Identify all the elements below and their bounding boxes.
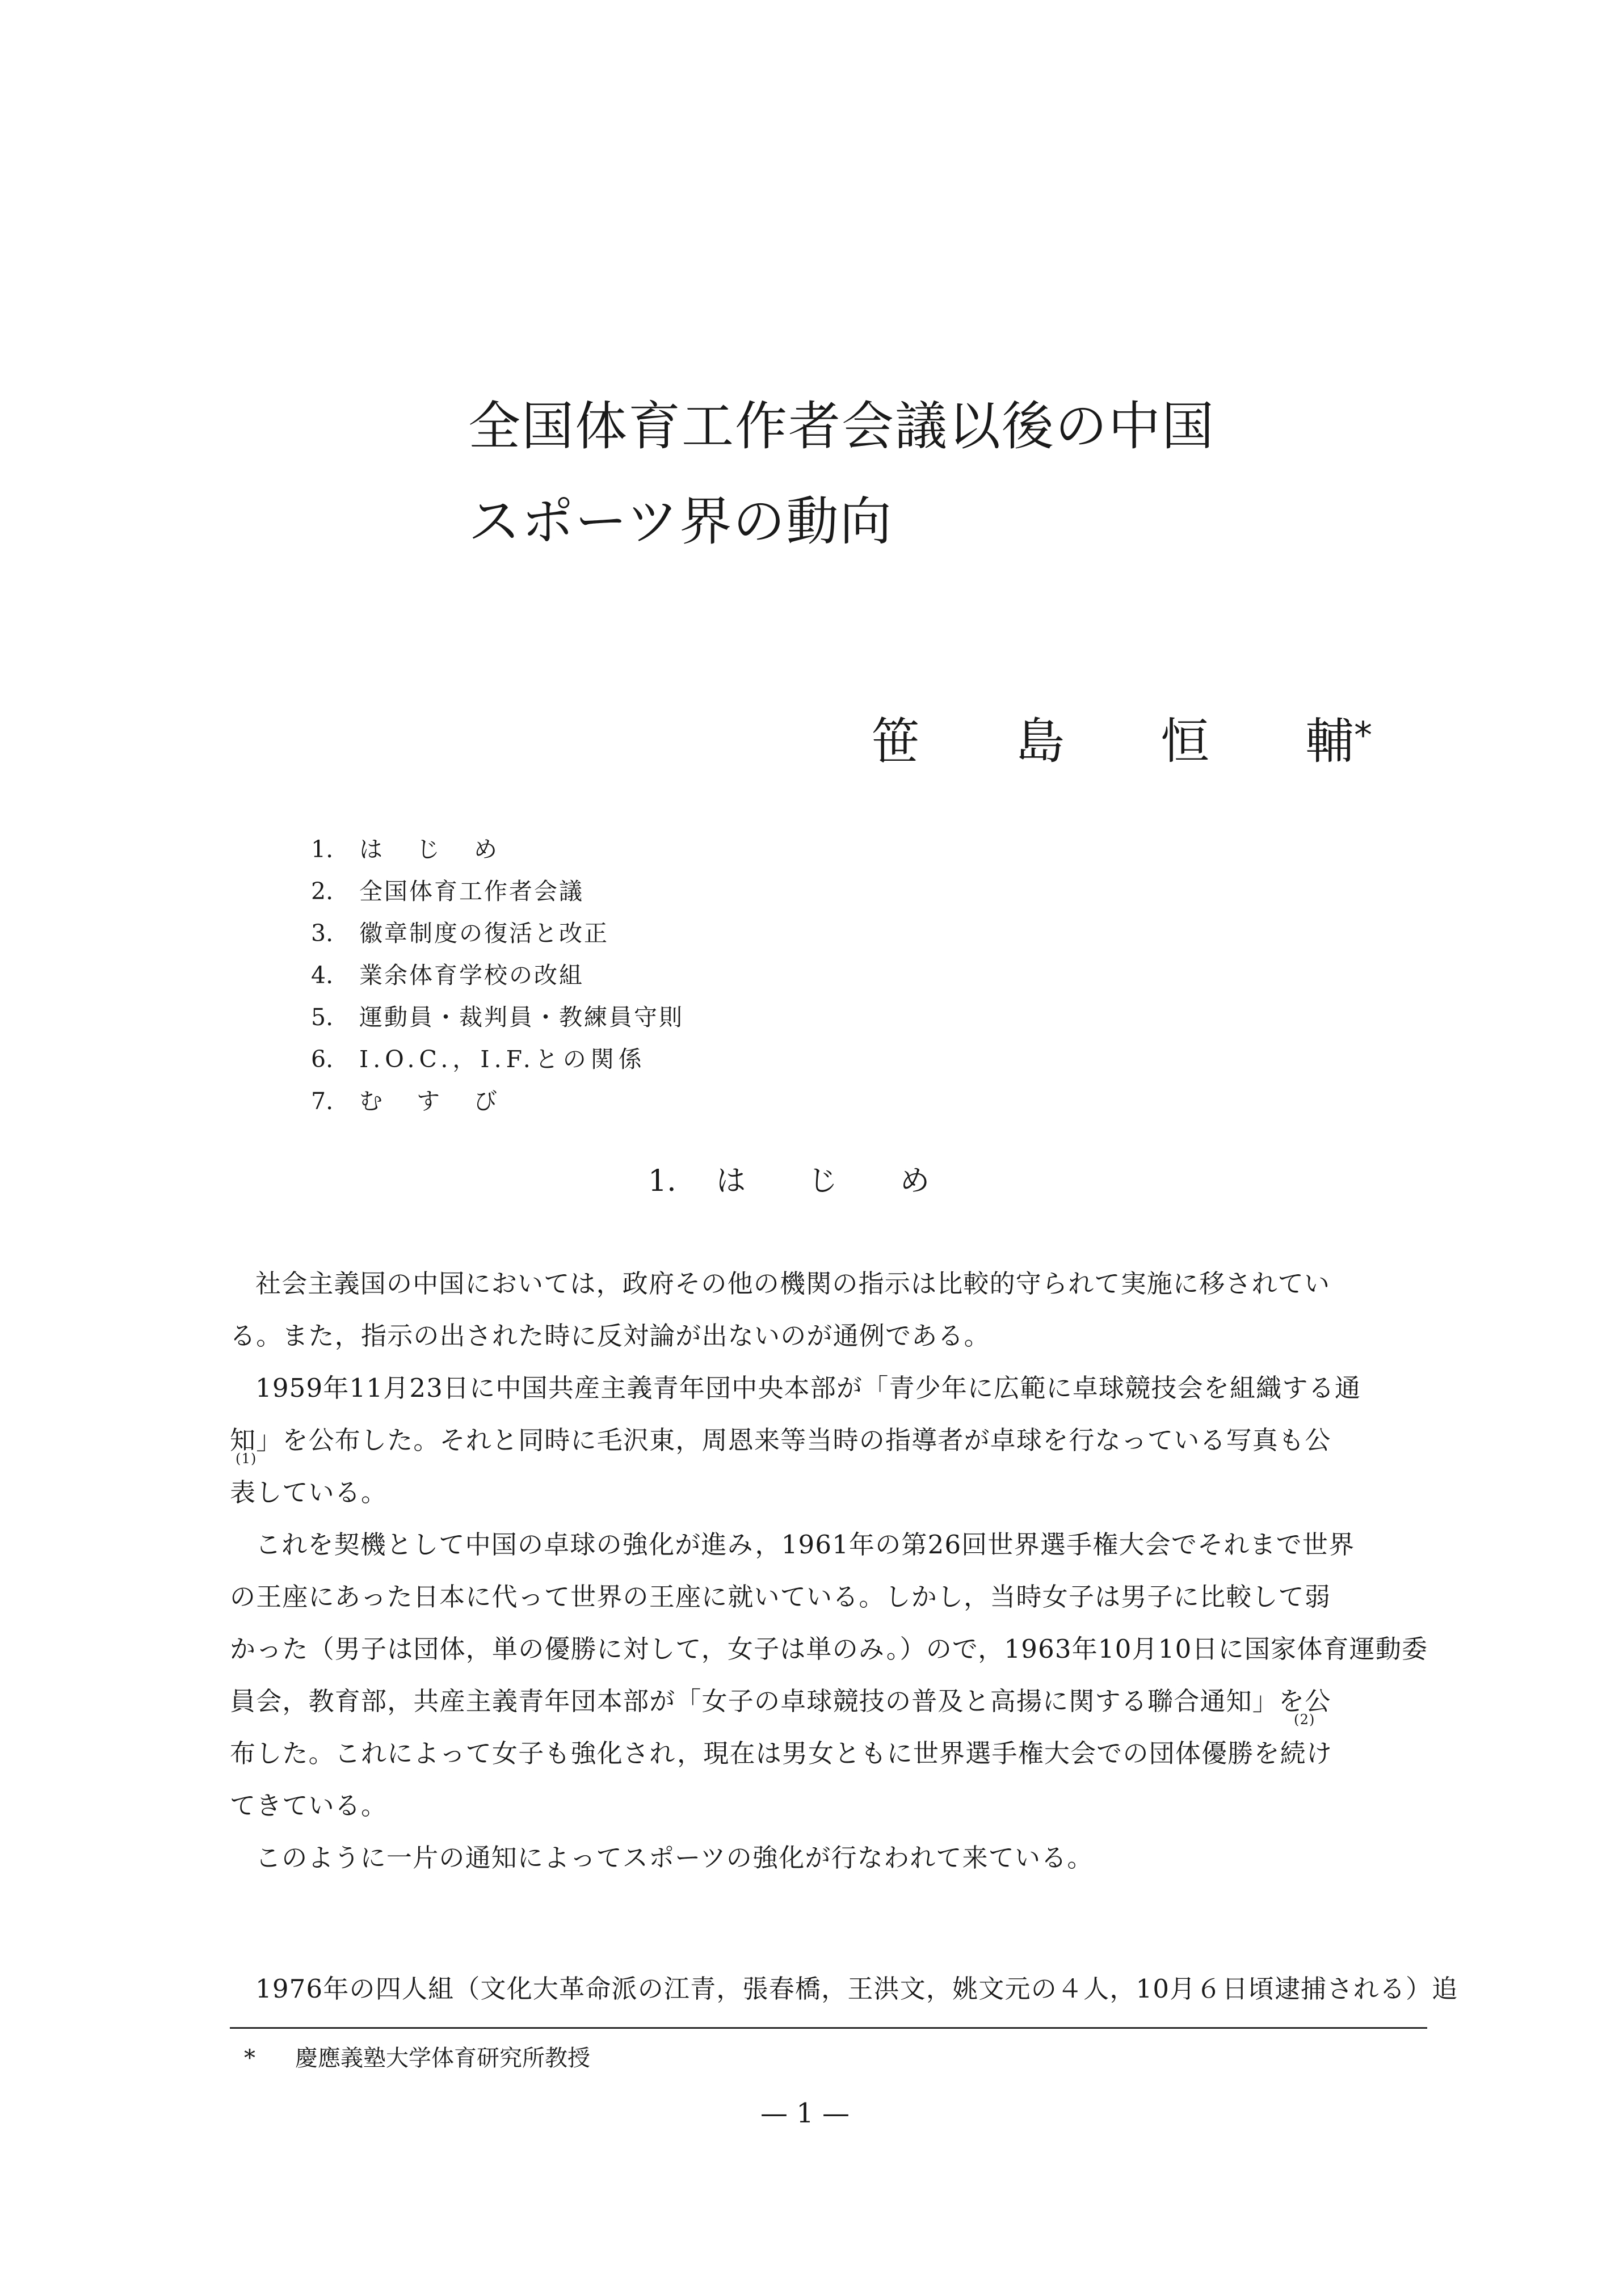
paragraph-4 (230, 1832, 1427, 1884)
author-footnote-mark: * (1354, 715, 1372, 757)
toc-number: 1. (311, 836, 334, 863)
text-line: 1959年11月23日に中国共産主義青年団中央本部が「青少年に広範に卓球競技会を組織する通 (255, 1373, 1361, 1403)
toc-number: 6. (311, 1046, 334, 1073)
toc-number: 2. (311, 878, 334, 905)
toc-number: 3. (311, 920, 334, 947)
section-number: 1. (648, 1164, 676, 1198)
paragraph-1 (230, 1258, 1427, 1362)
toc-number: 5. (311, 1004, 334, 1031)
text-line: 布した。これによって女子も強化され，現在は男女ともに世界選手権大会での団体優勝を続け (230, 1738, 1333, 1768)
toc-number: 4. (311, 962, 334, 989)
author-char-3: 恒 (1161, 713, 1209, 770)
paragraph-3 (230, 1519, 1427, 1832)
toc-label: 全国体育工作者会議 (359, 878, 584, 905)
text-line (230, 1414, 1427, 1467)
text-line: このように一片の通知によってスポーツの強化が行なわれて来ている。 (255, 1843, 1094, 1873)
text-line: 社会主義国の中国においては，政府その他の機関の指示は比較的守られて実施に移されてい (255, 1269, 1331, 1299)
author-char-2: 島 (1016, 713, 1065, 770)
toc-label: むすび (359, 1088, 531, 1115)
footnote-mark: * (244, 2045, 255, 2071)
toc-number: 7. (311, 1088, 334, 1115)
title-line-2: スポーツ界の動向 (468, 491, 893, 552)
toc-label: 運動員・裁判員・教練員守則 (359, 1004, 684, 1031)
article-title (468, 379, 1433, 570)
text-line: る。また，指示の出された時に反対論が出ないのが通例である。 (230, 1321, 990, 1351)
footnote-divider (230, 2027, 1427, 2029)
text-line (230, 1675, 1427, 1728)
note-reference: (1) (236, 1451, 257, 1467)
text-line: てきている。 (230, 1791, 388, 1821)
text-line: 表している。 (230, 1477, 388, 1507)
toc-item (311, 996, 684, 1038)
paragraph-2 (230, 1362, 1427, 1519)
table-of-contents (311, 828, 684, 1122)
toc-label: 業余体育学校の改組 (359, 962, 584, 989)
toc-item (311, 1038, 684, 1080)
text-line: の王座にあった日本に代って世界の王座に就いている。しかし，当時女子は男子に比較して弱 (230, 1582, 1331, 1612)
title-line-1: 全国体育工作者会議以後の中国 (468, 396, 1216, 457)
text-line: 1976年の四人組（文化大革命派の江青，張春橋，王洪文，姚文元の４人，10月６日頃逮捕される）追 (255, 1974, 1458, 2004)
toc-item (311, 912, 684, 954)
author-affiliation-footnote (244, 2041, 590, 2075)
text-line: これを契機として中国の卓球の強化が進み，1961年の第26回世界選手権大会でそれまで世界 (255, 1530, 1355, 1560)
toc-item (311, 870, 684, 912)
page-number: — 1 — (760, 2097, 850, 2129)
toc-item (311, 954, 684, 996)
author-char-1: 笹 (871, 713, 920, 770)
toc-item (311, 828, 684, 870)
toc-label: I.O.C.，I.F.との関係 (359, 1046, 646, 1073)
author-char-4-text: 輔 (1305, 713, 1354, 770)
toc-label: 徽章制度の復活と改正 (359, 920, 609, 947)
toc-label: はじめ (359, 836, 531, 863)
toc-item (311, 1080, 684, 1122)
paragraph-5 (230, 1963, 1458, 2015)
note-reference: (2) (1294, 1712, 1315, 1728)
text-line-content: 員会，教育部，共産主義青年団本部が「女子の卓球競技の普及と高揚に関する聯合通知」を公 (230, 1686, 1331, 1716)
section-heading (648, 1158, 992, 1204)
footnote-text: 慶應義塾大学体育研究所教授 (295, 2045, 590, 2071)
author-char-4 (1305, 710, 1372, 777)
text-line: かった（男子は団体，単の優勝に対して，女子は単のみ。）ので，1963年10月10日に国家体育運動委 (230, 1634, 1428, 1664)
section-title: はじめ (716, 1164, 993, 1198)
text-line-content: 知」を公布した。それと同時に毛沢東，周恩来等当時の指導者が卓球を行なっている写真も公 (230, 1425, 1331, 1455)
